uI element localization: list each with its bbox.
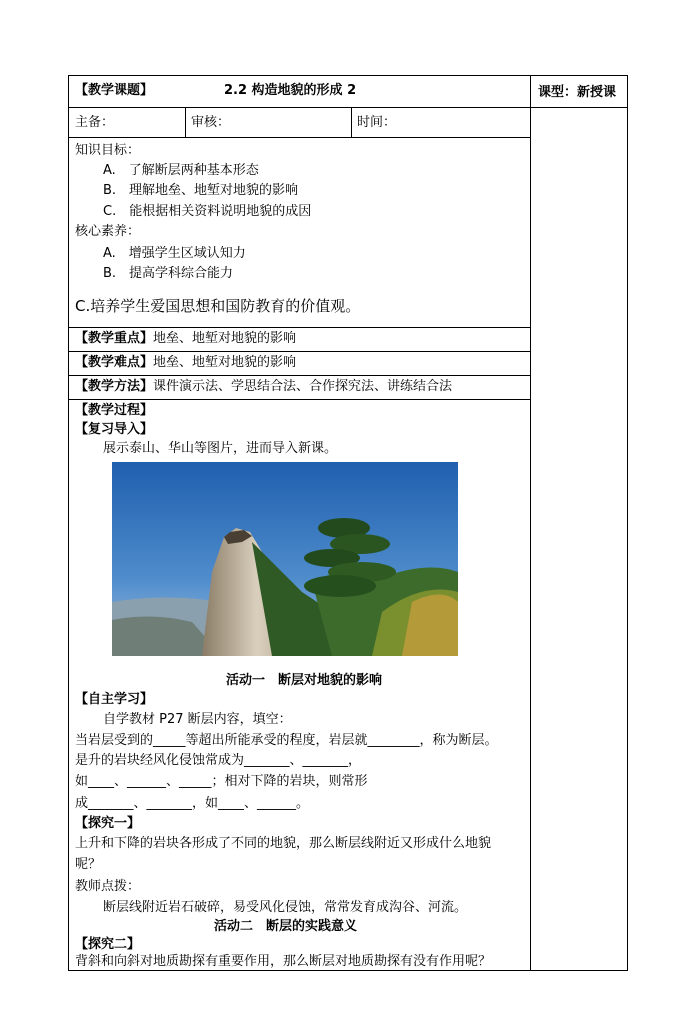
explore-one-question: 上升和下降的岩块各形成了不同的地貌，那么断层线附近又形成什么地貌 <box>75 836 492 851</box>
method-text: 课件演示法、学思结合法、合作探究法、讲练结合法 <box>153 379 453 394</box>
page-title: 2.2 构造地貌的形成 2 <box>224 83 357 98</box>
knowledge-item: C. 能根据相关资料说明地貌的成因 <box>103 204 312 219</box>
method-label: 【教学方法】 <box>75 379 154 394</box>
title-label: 【教学课题】 <box>75 83 154 98</box>
activity-two-title: 活动二 断层的实践意义 <box>214 919 358 934</box>
row-divider-meta <box>68 137 531 138</box>
difficulty-row <box>75 354 296 372</box>
knowledge-item: A. 了解断层两种基本形态 <box>103 163 259 178</box>
review-intro-text: 展示泰山、华山等图片，进而导入新课。 <box>103 441 338 456</box>
self-study-intro: 自学教材 P27 断层内容，填空： <box>103 712 292 727</box>
core-extra: C.培养学生爱国思想和国防教育的价值观。 <box>75 297 361 315</box>
explore-two-question: 背斜和向斜对地质勘探有重要作用，那么断层对地质勘探有没有作用呢？ <box>75 954 492 969</box>
fill-in-line: 如____、______、_____；相对下降的岩块，则常形 <box>75 774 368 789</box>
main-preparer-label: 主备： <box>75 115 115 130</box>
row-divider-keypoint <box>68 351 531 352</box>
activity-one-title: 活动一 断层对地貌的影响 <box>226 673 383 688</box>
row-divider-difficulty <box>68 375 531 376</box>
method-row <box>75 378 452 396</box>
core-item: B. 提高学科综合能力 <box>103 266 234 281</box>
explore-one-question-cont: 呢？ <box>75 857 102 872</box>
knowledge-item: B. 理解地垒、地堑对地貌的影响 <box>103 183 299 198</box>
mountain-photo <box>112 462 458 656</box>
key-point-label: 【教学重点】 <box>75 331 154 346</box>
core-label: 核心素养： <box>75 224 141 239</box>
process-label: 【教学过程】 <box>75 403 154 418</box>
difficulty-label: 【教学难点】 <box>75 355 154 370</box>
core-item: A. 增强学生区域认知力 <box>103 246 246 261</box>
teacher-guide-label: 教师点拨： <box>75 879 141 894</box>
reviewer-label: 审核： <box>191 115 231 130</box>
fill-in-line: 成_______、_______，如____、______。 <box>75 796 310 811</box>
key-point-row <box>75 330 296 348</box>
explore-one-label: 【探究一】 <box>75 816 141 831</box>
row-divider-objectives <box>68 327 531 328</box>
lesson-type: 课型：新授课 <box>538 85 617 100</box>
fill-in-line: 当岩层受到的_____等超出所能承受的程度，岩层就________，称为断层。 <box>75 733 498 748</box>
knowledge-label: 知识目标： <box>75 143 141 158</box>
row-divider-header <box>68 107 628 108</box>
side-column-divider <box>530 75 531 971</box>
meta-divider-1 <box>185 107 186 137</box>
row-divider-method <box>68 399 531 400</box>
fill-in-line: 是升的岩块经风化侵蚀常成为_______、_______， <box>75 753 362 768</box>
teacher-guide-text: 断层线附近岩石破碎，易受风化侵蚀，常常发育成沟谷、河流。 <box>103 900 468 915</box>
key-point-text: 地垒、地堑对地貌的影响 <box>153 331 297 346</box>
meta-divider-2 <box>351 107 352 137</box>
difficulty-text: 地垒、地堑对地貌的影响 <box>153 355 297 370</box>
time-label: 时间： <box>357 115 397 130</box>
explore-two-label: 【探究二】 <box>75 937 141 952</box>
self-study-label: 【自主学习】 <box>75 692 154 707</box>
review-intro-label: 【复习导入】 <box>75 422 154 437</box>
